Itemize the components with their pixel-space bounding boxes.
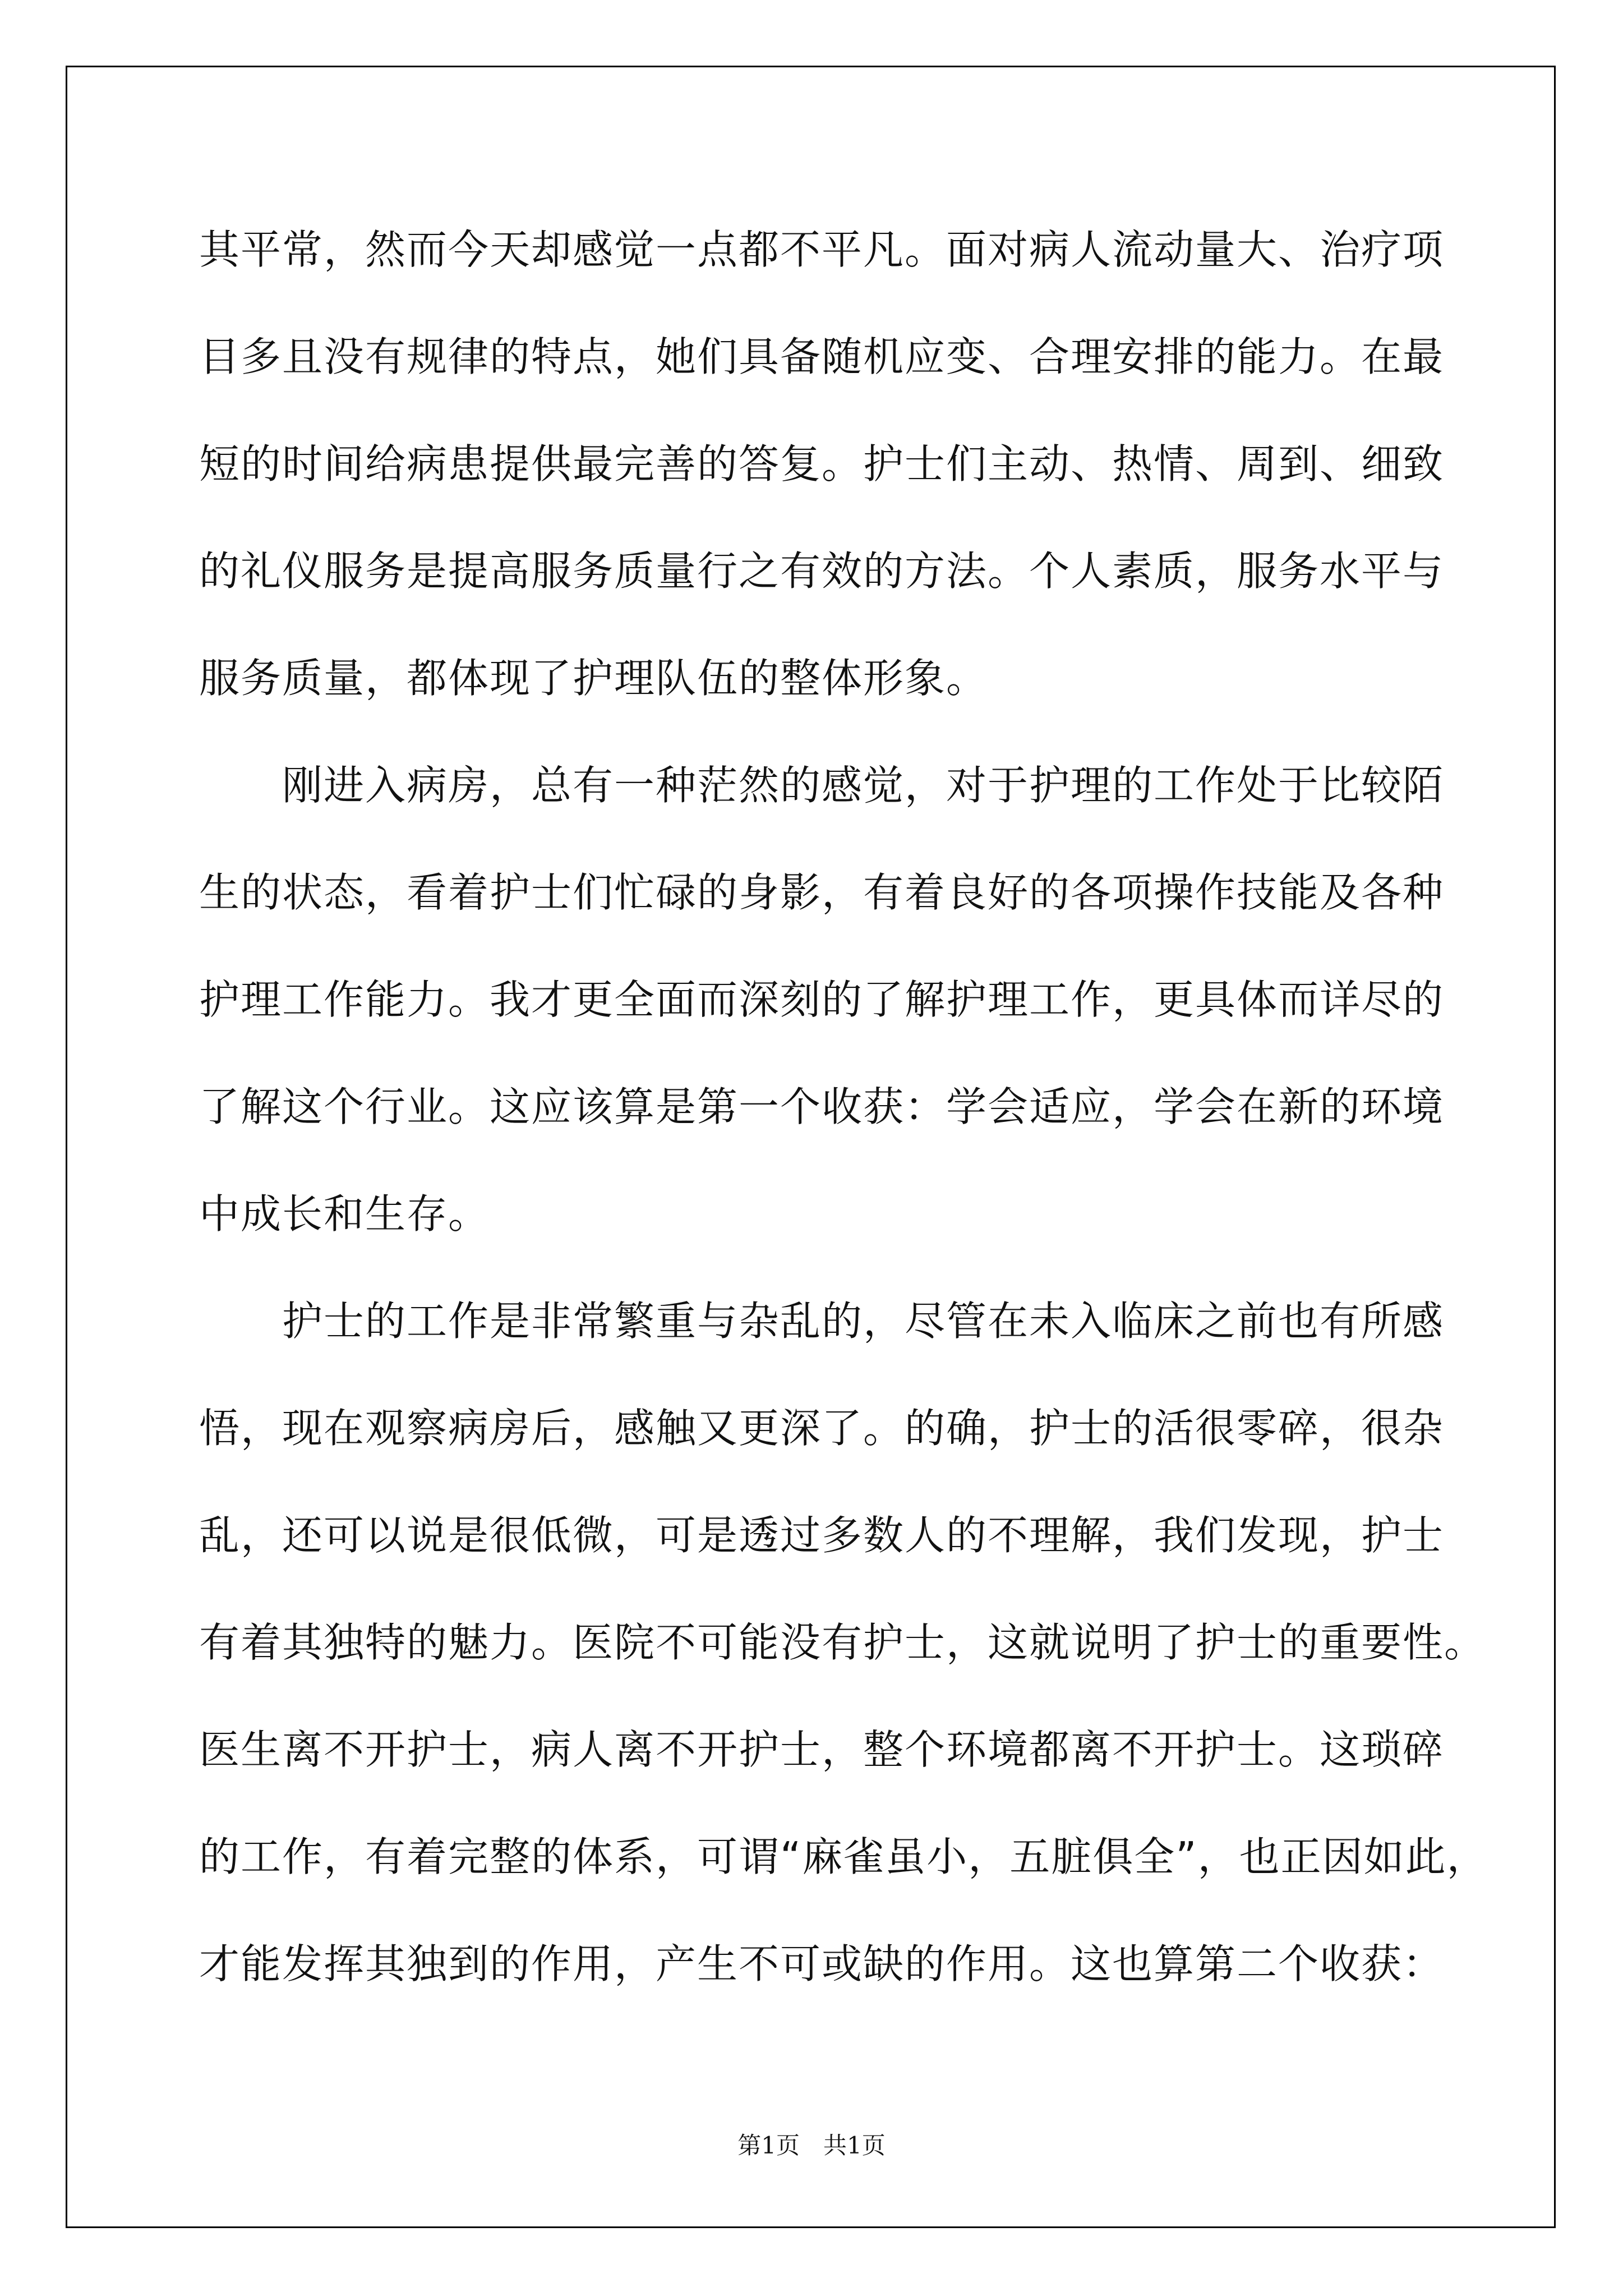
paragraph-start-line: 护士的工作是非常繁重与杂乱的，尽管在未入临床之前也有所感	[282, 1297, 1445, 1345]
text-line: 其平常，然而今天却感觉一点都不平凡。面对病人流动量大、治疗项	[199, 226, 1445, 273]
text-line: 才能发挥其独到的作用，产生不可或缺的作用。这也算第二个收获：	[199, 1940, 1445, 1987]
text-line: 有着其独特的魅力。医院不可能没有护士，这就说明了护士的重要性。	[199, 1619, 1486, 1666]
text-line: 医生离不开护士，病人离不开护士，整个环境都离不开护士。这琐碎	[199, 1726, 1445, 1773]
text-line: 的工作，有着完整的体系，可谓“麻雀虽小，五脏俱全”，也正因如此，	[199, 1833, 1488, 1880]
page-border	[66, 66, 1556, 2228]
page-footer: 第1页 共1页	[737, 2132, 886, 2159]
text-line: 护理工作能力。我才更全面而深刻的了解护理工作，更具体而详尽的	[199, 976, 1445, 1023]
text-line: 了解这个行业。这应该算是第一个收获：学会适应，学会在新的环境	[199, 1083, 1445, 1130]
text-line: 服务质量，都体现了护理队伍的整体形象。	[199, 655, 988, 702]
text-line: 生的状态，看着护士们忙碌的身影，有着良好的各项操作技能及各种	[199, 869, 1445, 916]
text-line: 目多且没有规律的特点，她们具备随机应变、合理安排的能力。在最	[199, 333, 1445, 380]
text-line: 中成长和生存。	[199, 1190, 490, 1237]
text-line: 乱，还可以说是很低微，可是透过多数人的不理解，我们发现，护士	[199, 1512, 1445, 1559]
text-line: 短的时间给病患提供最完善的答复。护士们主动、热情、周到、细致	[199, 440, 1445, 487]
text-line: 悟，现在观察病房后，感触又更深了。的确，护士的活很零碎，很杂	[199, 1405, 1445, 1452]
text-line: 的礼仪服务是提高服务质量行之有效的方法。个人素质，服务水平与	[199, 547, 1445, 595]
paragraph-start-line: 刚进入病房，总有一种茫然的感觉，对于护理的工作处于比较陌	[282, 762, 1445, 809]
